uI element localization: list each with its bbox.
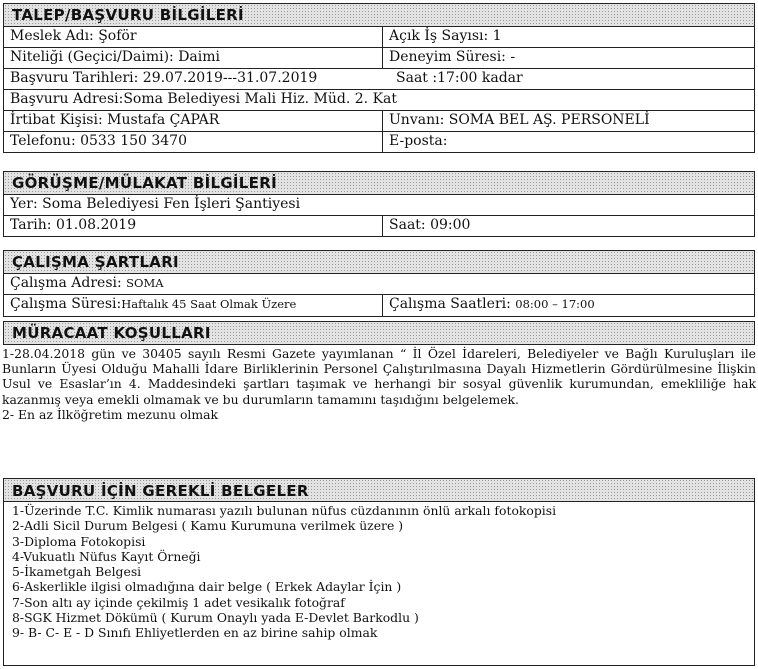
application-dates-field: Başvuru Tarihleri: 29.07.2019---31.07.2019 (10, 70, 318, 86)
row-type (3, 48, 755, 69)
interview-time-field: Saat: 09:00 (382, 216, 754, 236)
interview-place-field: Yer: Soma Belediyesi Fen İşleri Şantiyesi (10, 196, 301, 212)
section-header-application: TALEP/BAŞVURU BİLGİLERİ (3, 3, 755, 27)
document-item: 3-Diploma Fotokopisi (12, 533, 146, 549)
row-work-duration (3, 295, 755, 317)
requirement-item-2: 2- En az İlköğretim mezunu olmak (2, 406, 219, 422)
section-header-interview: GÖRÜŞME/MÜLAKAT BİLGİLERİ (3, 171, 755, 195)
employment-type-field: Niteliği (Geçici/Daimi): Daimi (10, 49, 220, 65)
requirement-item-1: 1-28.04.2018 gün ve 30405 sayılı Resmi Gazete yayımlanan “ İl Özel İdareleri, Belediyeler ve Bağlı Kuruluşları ile Bunların Üyesi Olduğu Mahalli İdare Birliklerinin Personel Çalıştırılmasına Dayalı Hizmetlerin Gördürülmesine İlişkin Usul ve Esaslar’ın 4. Maddesindeki şartları taşımak ve herhangi bir sosyal güvenlik kurumundan, emekliliğe hak kazanmış veya emekli olmamak ve bu durumların tamamını taşıdığını belgelemek. (2, 346, 756, 407)
interview-date-field: Tarih: 01.08.2019 (10, 217, 137, 233)
document-item: 4-Vukuatlı Nüfus Kayıt Örneği (12, 548, 201, 564)
work-duration-field (4, 295, 382, 316)
document-item: 7-Son altı ay içinde çekilmiş 1 adet vesikalık fotoğraf (12, 594, 345, 610)
contact-title-field: Unvanı: SOMA BEL AŞ. PERSONELİ (382, 111, 754, 131)
application-address-field: Başvuru Adresi:Soma Belediyesi Mali Hiz. Müd. 2. Kat (10, 91, 398, 107)
application-time-field: Saat :17:00 kadar (396, 70, 523, 86)
document-item: 8-SGK Hizmet Dökümü ( Kurum Onaylı yada E-Devlet Barkodlu ) (12, 610, 419, 626)
document-item: 6-Askerlikle ilgisi olmadığına dair belge ( Erkek Adaylar İçin ) (12, 579, 402, 595)
email-field: E-posta: (382, 132, 754, 152)
phone-field: Telefonu: 0533 150 3470 (10, 133, 187, 149)
row-work-address (3, 274, 755, 295)
document-item: 2-Adli Sicil Durum Belgesi ( Kamu Kurumuna verilmek üzere ) (12, 518, 404, 534)
contact-person-field: İrtibat Kişisi: Mustafa ÇAPAR (10, 112, 220, 128)
work-hours-value: 08:00 – 17:00 (515, 297, 595, 311)
document-item: 9- B- C- E - D Sınıfı Ehliyetlerden en az birine sahip olmak (12, 625, 378, 641)
work-address-value: SOMA (126, 276, 164, 290)
documents-list (3, 502, 755, 666)
row-interview-place (3, 195, 755, 216)
occupation-field: Meslek Adı: Şoför (10, 28, 137, 44)
work-hours-field (382, 295, 754, 316)
work-address-label: Çalışma Adresi: (10, 275, 122, 291)
row-interview-date (3, 216, 755, 237)
section-header-documents: BAŞVURU İÇİN GEREKLİ BELGELER (3, 478, 755, 502)
trial-period-field: Deneyim Süresi: - (382, 48, 754, 68)
section-header-conditions: ÇALIŞMA ŞARTLARI (3, 250, 755, 274)
row-dates (3, 69, 755, 90)
row-contact (3, 111, 755, 132)
document-item: 1-Üzerinde T.C. Kimlik numarası yazılı bulunan nüfus cüzdanının önlü arkalı fotokopisi (12, 503, 557, 518)
row-address (3, 90, 755, 111)
document-item: 5-İkametgah Belgesi (12, 564, 142, 580)
requirements-text (2, 346, 756, 422)
work-duration-label: Çalışma Süresi: (10, 296, 122, 312)
work-duration-value: Haftalık 45 Saat Olmak Üzere (121, 297, 297, 311)
row-occupation (3, 27, 755, 48)
work-hours-label: Çalışma Saatleri: (389, 296, 511, 312)
open-positions-field: Açık İş Sayısı: 1 (382, 27, 754, 47)
work-address-field (4, 274, 754, 294)
row-phone (3, 132, 755, 153)
section-header-requirements: MÜRACAAT KOŞULLARI (3, 321, 755, 345)
